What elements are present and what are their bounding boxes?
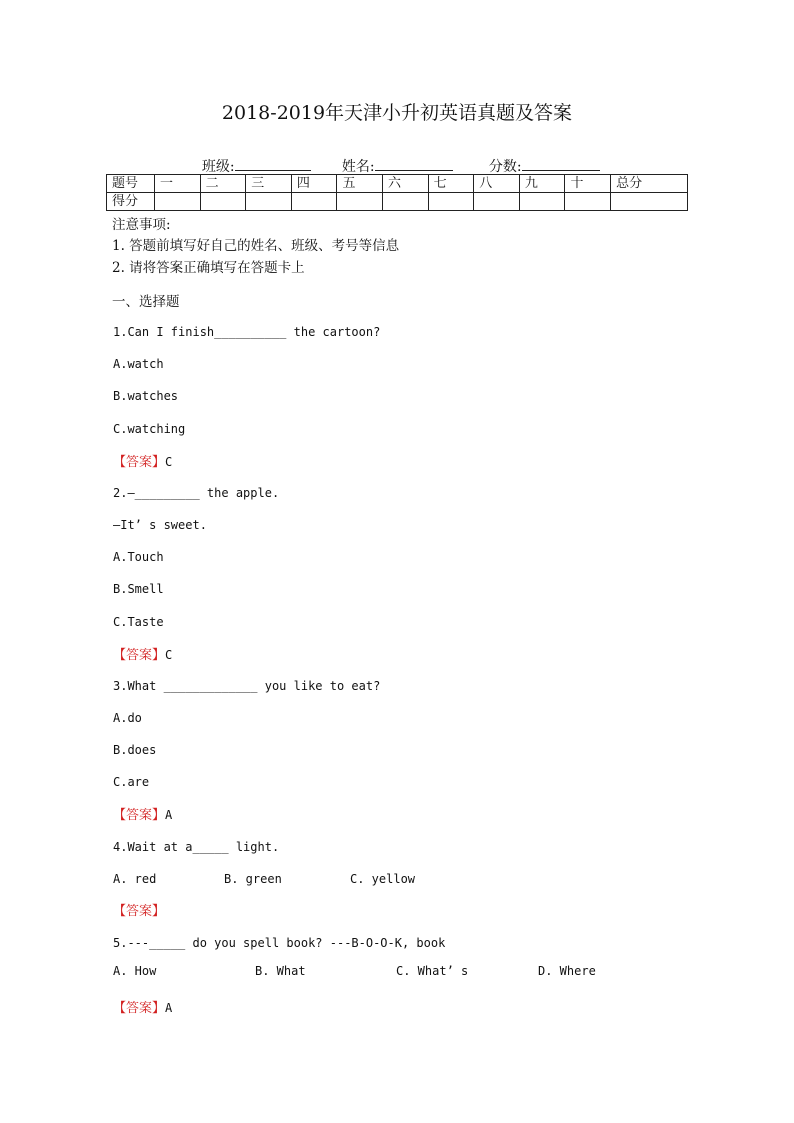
score-cell: 五 (337, 175, 383, 193)
score-input-cell[interactable] (155, 193, 201, 211)
question-stem: 3.What _____________ you like to eat? (113, 679, 381, 693)
question-option: B.does (113, 743, 157, 757)
answer-label: 【答案】 (113, 1001, 166, 1016)
question-stem: 2.—_________ the apple. (113, 486, 280, 500)
class-label: 班级: (201, 159, 235, 175)
question-option: A.do (113, 711, 142, 725)
answer-label: 【答案】 (113, 808, 166, 823)
score-table-score-row (107, 193, 688, 211)
answer-line (113, 644, 172, 663)
score-cell: 七 (428, 175, 474, 193)
answer-label: 【答案】 (113, 648, 166, 663)
score-input-cell[interactable] (428, 193, 474, 211)
score-cell: 八 (474, 175, 520, 193)
question-option: A. How (113, 964, 157, 978)
question-option: B.Smell (113, 582, 164, 596)
question-stem-reply: —It’ s sweet. (113, 518, 207, 532)
score-cell: 一 (155, 175, 201, 193)
name-label: 姓名: (341, 159, 375, 175)
answer-label: 【答案】 (113, 455, 166, 470)
answer-value: C (165, 648, 173, 662)
class-field (193, 140, 311, 176)
answer-label: 【答案】 (113, 904, 166, 919)
question-option: C.watching (113, 422, 186, 436)
score-input-cell[interactable] (519, 193, 565, 211)
score-cell: 九 (519, 175, 565, 193)
notes-heading: 注意事项: (112, 217, 171, 233)
score-cell: 四 (291, 175, 337, 193)
question-option: A.watch (113, 357, 164, 371)
score-cell: 十 (565, 175, 611, 193)
page-title: 2018-2019年天津小升初英语真题及答案 (221, 102, 573, 124)
answer-line (113, 900, 165, 919)
question-stem: 1.Can I finish__________ the cartoon? (113, 325, 381, 339)
score-field (480, 140, 600, 176)
answer-line (113, 451, 172, 470)
question-option: D. Where (538, 964, 596, 978)
answer-value: C (165, 455, 173, 469)
score-input-cell[interactable] (337, 193, 383, 211)
question-option: A.Touch (113, 550, 164, 564)
question-option: C.Taste (113, 615, 164, 629)
score-input-cell[interactable] (246, 193, 292, 211)
score-input-cell[interactable] (200, 193, 246, 211)
score-input-cell[interactable] (565, 193, 611, 211)
score-blank (522, 156, 600, 171)
question-option: A. red (113, 872, 157, 886)
answer-line (113, 997, 172, 1016)
score-cell: 总分 (611, 175, 688, 193)
question-option: C. yellow (350, 872, 416, 886)
question-option: B. What (255, 964, 306, 978)
question-option: C. What’ s (396, 964, 469, 978)
score-table (106, 174, 688, 211)
question-stem: 5.---_____ do you spell book? ---B-O-O-K, book (113, 936, 446, 950)
score-table-header-row (107, 175, 688, 193)
question-option: B.watches (113, 389, 179, 403)
question-stem: 4.Wait at a_____ light. (113, 840, 280, 854)
score-cell: 题号 (107, 175, 155, 193)
score-cell: 六 (383, 175, 429, 193)
score-input-cell[interactable] (291, 193, 337, 211)
answer-value: A (165, 1001, 173, 1015)
score-input-cell[interactable] (611, 193, 688, 211)
notes-item: 1. 答题前填写好自己的姓名、班级、考号等信息 (112, 238, 400, 254)
score-label: 分数: (488, 159, 522, 175)
question-option: B. green (224, 872, 282, 886)
section-heading: 一、选择题 (112, 294, 180, 310)
score-input-cell[interactable] (383, 193, 429, 211)
score-cell: 三 (246, 175, 292, 193)
score-cell: 二 (200, 175, 246, 193)
score-cell: 得分 (107, 193, 155, 211)
name-blank (375, 156, 453, 171)
answer-line (113, 804, 172, 823)
question-option: C.are (113, 775, 150, 789)
class-blank (235, 156, 311, 171)
name-field (333, 140, 453, 176)
score-input-cell[interactable] (474, 193, 520, 211)
answer-value: A (165, 808, 173, 822)
notes-item: 2. 请将答案正确填写在答题卡上 (112, 260, 305, 276)
